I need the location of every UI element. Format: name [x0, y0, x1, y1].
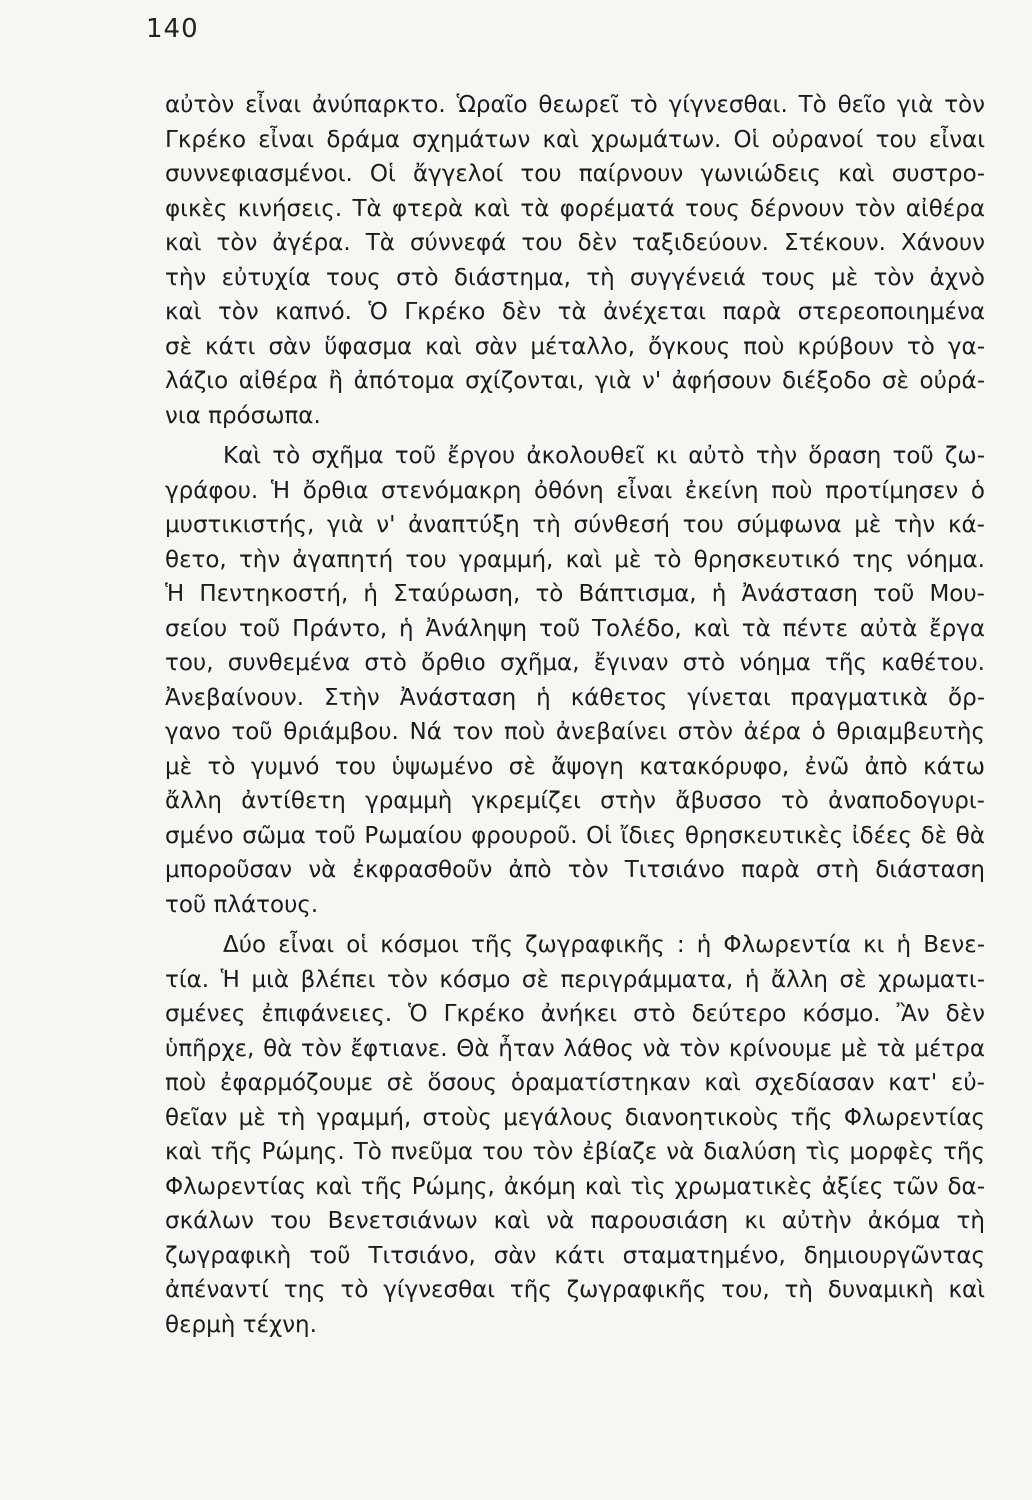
text-line: σείου τοῦ Πράντο, ἡ Ἀνάληψη τοῦ Τολέδο, καὶ τὰ πέντε αὐτὰ ἔργα [165, 615, 985, 642]
paragraph [165, 88, 985, 433]
text-line: αὐτὸν εἶναι ἀνύπαρκτο. Ὡραῖο θεωρεῖ τὸ γίγνεσθαι. Τὸ θεῖο γιὰ τὸν [165, 92, 985, 118]
text-line: θεῖαν μὲ τὴ γραμμή, στοὺς μεγάλους διανοητικοὺς τῆς Φλωρεντίας [165, 1104, 985, 1131]
text-line: συννεφιασμένοι. Οἱ ἄγγελοί του παίρνουν γωνιώδεις καὶ συστρο- [165, 161, 985, 187]
text-line: ζωγραφικὴ τοῦ Τιτσιάνο, σὰν κάτι σταματημένο, δημιουργῶντας [165, 1242, 985, 1269]
text-line: καὶ τὸν ἀγέρα. Τὰ σύννεφά του δὲν ταξιδεύουν. Στέκουν. Χάνουν [165, 230, 985, 256]
text-line: ἄλλη ἀντίθετη γραμμὴ γκρεμίζει στὴν ἄβυσσο τὸ ἀναποδογυρι- [165, 788, 985, 814]
text-line: μυστικιστής, γιὰ ν' ἀναπτύξη τὴ σύνθεσή του σύμφωνα μὲ τὴν κά- [165, 512, 985, 538]
text-line: θερμὴ τέχνη. [165, 1311, 317, 1338]
text-line: ἀπέναντί της τὸ γίγνεσθαι τῆς ζωγραφικῆς του, τὴ δυναμικὴ καὶ [165, 1277, 985, 1303]
text-line: Γκρέκο εἶναι δράμα σχημάτων καὶ χρωμάτων. Οἱ οὐρανοί του εἶναι [165, 126, 985, 153]
text-line: Καὶ τὸ σχῆμα τοῦ ἔργου ἀκολουθεῖ κι αὐτὸ τὴν ὅραση τοῦ ζω- [223, 443, 985, 469]
text-line: λάζιο αἰθέρα ἢ ἀπότομα σχίζονται, γιὰ ν' ἀφήσουν διέξοδο σὲ οὐρά- [165, 368, 985, 394]
text-line: γράφου. Ἡ ὄρθια στενόμακρη ὀθόνη εἶναι ἐκείνη ποὺ προτίμησεν ὁ [165, 477, 985, 504]
paragraph [165, 928, 985, 1342]
paragraph [165, 439, 985, 922]
text-line: γανο τοῦ θριάμβου. Νά τον ποὺ ἀνεβαίνει στὸν ἀέρα ὁ θριαμβευτὴς [165, 719, 985, 745]
text-line: μὲ τὸ γυμνό του ὑψωμένο σὲ ἄψογη κατακόρυφο, ἐνῶ ἀπὸ κάτω [165, 753, 985, 780]
text-line: νια πρόσωπα. [165, 402, 321, 429]
text-line: τία. Ἡ μιὰ βλέπει τὸν κόσμο σὲ περιγράμματα, ἡ ἄλλη σὲ χρωματι- [165, 966, 985, 993]
text-line: ποὺ ἐφαρμόζουμε σὲ ὅσους ὁραματίστηκαν καὶ σχεδίασαν κατ' εὐ- [165, 1070, 985, 1096]
text-line: Φλωρεντίας καὶ τῆς Ρώμης, ἀκόμη καὶ τὶς χρωματικὲς ἀξίες τῶν δα- [165, 1173, 985, 1200]
text-line: τὴν εὐτυχία τους στὸ διάστημα, τὴ συγγένειά τους μὲ τὸν ἀχνὸ [165, 264, 985, 291]
text-line: τοῦ πλάτους. [165, 891, 319, 918]
text-line: σὲ κάτι σὰν ὕφασμα καὶ σὰν μέταλλο, ὄγκους ποὺ κρύβουν τὸ γα- [165, 333, 985, 360]
text-line: Δύο εἶναι οἱ κόσμοι τῆς ζωγραφικῆς : ἡ Φλωρεντία κι ἡ Βενε- [223, 932, 985, 958]
text-line: σμένες ἐπιφάνειες. Ὁ Γκρέκο ἀνήκει στὸ δεύτερο κόσμο. Ἂν δὲν [165, 1001, 985, 1027]
text-line: φικὲς κινήσεις. Τὰ φτερὰ καὶ τὰ φορέματά τους δέρνουν τὸν αἰθέρα [165, 195, 985, 222]
text-line: σμένο σῶμα τοῦ Ρωμαίου φρουροῦ. Οἱ ἴδιες θρησκευτικὲς ἰδέες δὲ θὰ [165, 822, 985, 849]
text-line: καὶ τὸν καπνό. Ὁ Γκρέκο δὲν τὰ ἀνέχεται παρὰ στερεοποιημένα [165, 299, 985, 325]
text-line: ὑπῆρχε, θὰ τὸν ἔφτιανε. Θὰ ἦταν λάθος νὰ τὸν κρίνουμε μὲ τὰ μέτρα [165, 1035, 985, 1062]
page-number: 140 [146, 14, 199, 44]
text-line: Ἀνεβαίνουν. Στὴν Ἀνάσταση ἡ κάθετος γίνεται πραγματικὰ ὄρ- [165, 684, 985, 711]
text-line: καὶ τῆς Ρώμης. Τὸ πνεῦμα του τὸν ἐβίαζε νὰ διαλύση τὶς μορφὲς τῆς [165, 1139, 985, 1165]
text-line: θετο, τὴν ἀγαπητή του γραμμή, καὶ μὲ τὸ θρησκευτικό της νόημα. [165, 546, 985, 573]
text-line: Ἡ Πεντηκοστή, ἡ Σταύρωση, τὸ Βάπτισμα, ἡ Ἀνάσταση τοῦ Μου- [165, 581, 985, 607]
body-text [165, 88, 985, 1342]
text-line: του, συνθεμένα στὸ ὄρθιο σχῆμα, ἔγιναν στὸ νόημα τῆς καθέτου. [165, 650, 985, 676]
text-line: σκάλων του Βενετσιάνων καὶ νὰ παρουσιάση κι αὐτὴν ἀκόμα τὴ [165, 1208, 985, 1234]
text-line: μποροῦσαν νὰ ἐκφρασθοῦν ἀπὸ τὸν Τιτσιάνο παρὰ στὴ διάσταση [165, 857, 985, 883]
